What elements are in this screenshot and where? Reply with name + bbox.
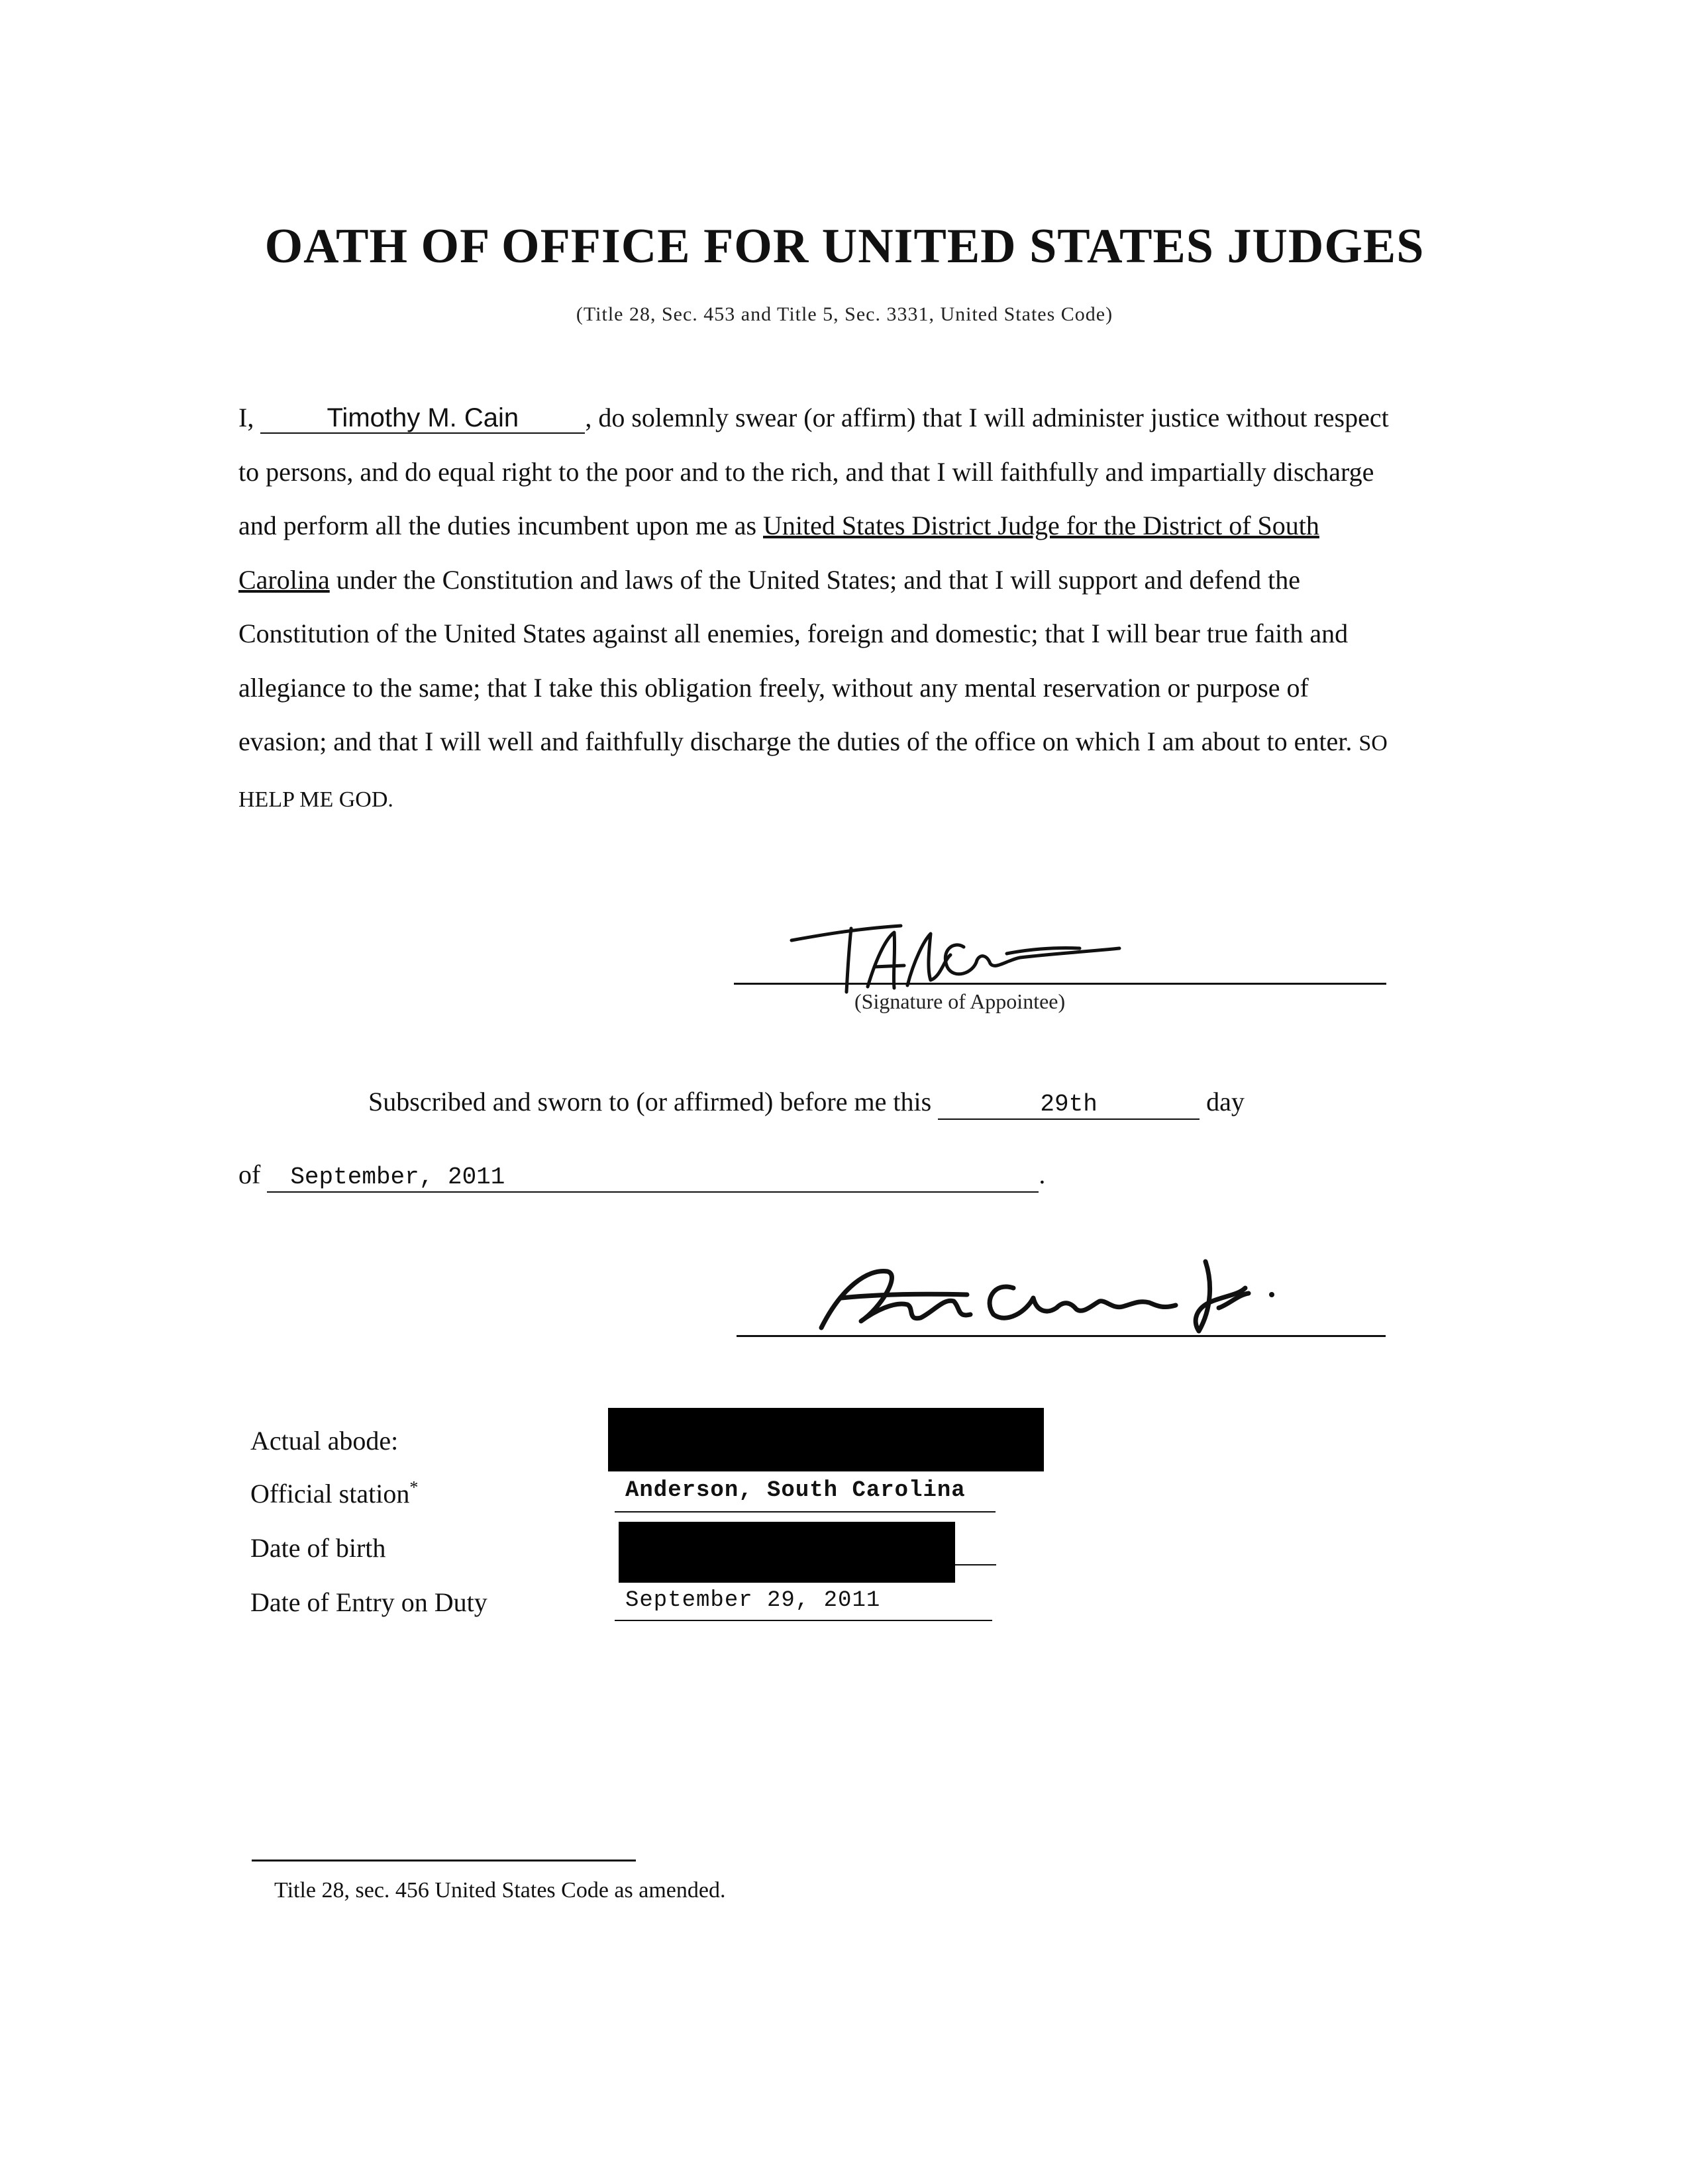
oath-text-1: , do solemnly swear (or affirm) that I will administer justice without respect to persons, and do equal right to the poor and to the rich, and that I will faithfully and impartially discharge and perform all the duties incumbent upon me as <box>238 403 1389 540</box>
official-station-value: Anderson, South Carolina <box>625 1478 966 1503</box>
entry-on-duty-value: September 29, 2011 <box>625 1588 881 1613</box>
administering-officer-signature-line <box>737 1335 1386 1337</box>
footnote-text: Title 28, sec. 456 United States Code as amended. <box>274 1878 726 1903</box>
subscription-day-field: 29th <box>938 1091 1200 1120</box>
appointee-signature-line <box>734 983 1386 985</box>
footnote-marker: * <box>409 1477 419 1497</box>
entry-on-duty-label: Date of Entry on Duty <box>250 1587 487 1617</box>
appointee-name-field: Timothy M. Cain <box>260 403 585 434</box>
subscription-month-field: September, 2011 <box>267 1164 1039 1193</box>
actual-abode-redaction <box>608 1408 1044 1471</box>
oath-paragraph <box>238 391 1391 826</box>
appointee-signature-caption: (Signature of Appointee) <box>854 989 1066 1013</box>
oath-closing: SO HELP ME GOD. <box>238 731 1388 812</box>
official-station-label: Official station* <box>250 1477 419 1509</box>
date-of-birth-rule <box>955 1564 996 1565</box>
document-title: OATH OF OFFICE FOR UNITED STATES JUDGES <box>264 219 1425 273</box>
actual-abode-label: Actual abode: <box>250 1426 399 1456</box>
subscription-prefix: Subscribed and sworn to (or affirmed) before me this <box>368 1087 932 1117</box>
document-subtitle: (Title 28, Sec. 453 and Title 5, Sec. 3331, United States Code) <box>576 303 1113 325</box>
appointee-signature <box>788 914 1159 1000</box>
subscription-month-line <box>238 1159 1045 1193</box>
subscription-day-word: day <box>1206 1087 1245 1117</box>
administering-officer-signature <box>815 1248 1331 1341</box>
oath-opening: I, <box>238 403 254 432</box>
oath-text-2: under the Constitution and laws of the United States; and that I will support and defend the Constitution of the United States against all enemies, foreign and domestic; that I will bear true faith and allegiance to the same; that I take this obligation freely, without any mental reservation or purpose of evasion; and that I will well and faithfully discharge the duties of the office on which I am about to enter. <box>238 564 1353 756</box>
entry-on-duty-rule <box>615 1620 992 1621</box>
subscription-of-word: of <box>238 1160 261 1189</box>
subscription-end-period: . <box>1039 1160 1046 1189</box>
footnote-rule <box>252 1860 636 1861</box>
office-title: United States District Judge for the District of South Carolina <box>238 511 1319 595</box>
date-of-birth-redaction <box>619 1522 955 1583</box>
subscription-line <box>368 1086 1245 1120</box>
date-of-birth-label: Date of birth <box>250 1533 386 1563</box>
official-station-rule <box>615 1511 996 1513</box>
